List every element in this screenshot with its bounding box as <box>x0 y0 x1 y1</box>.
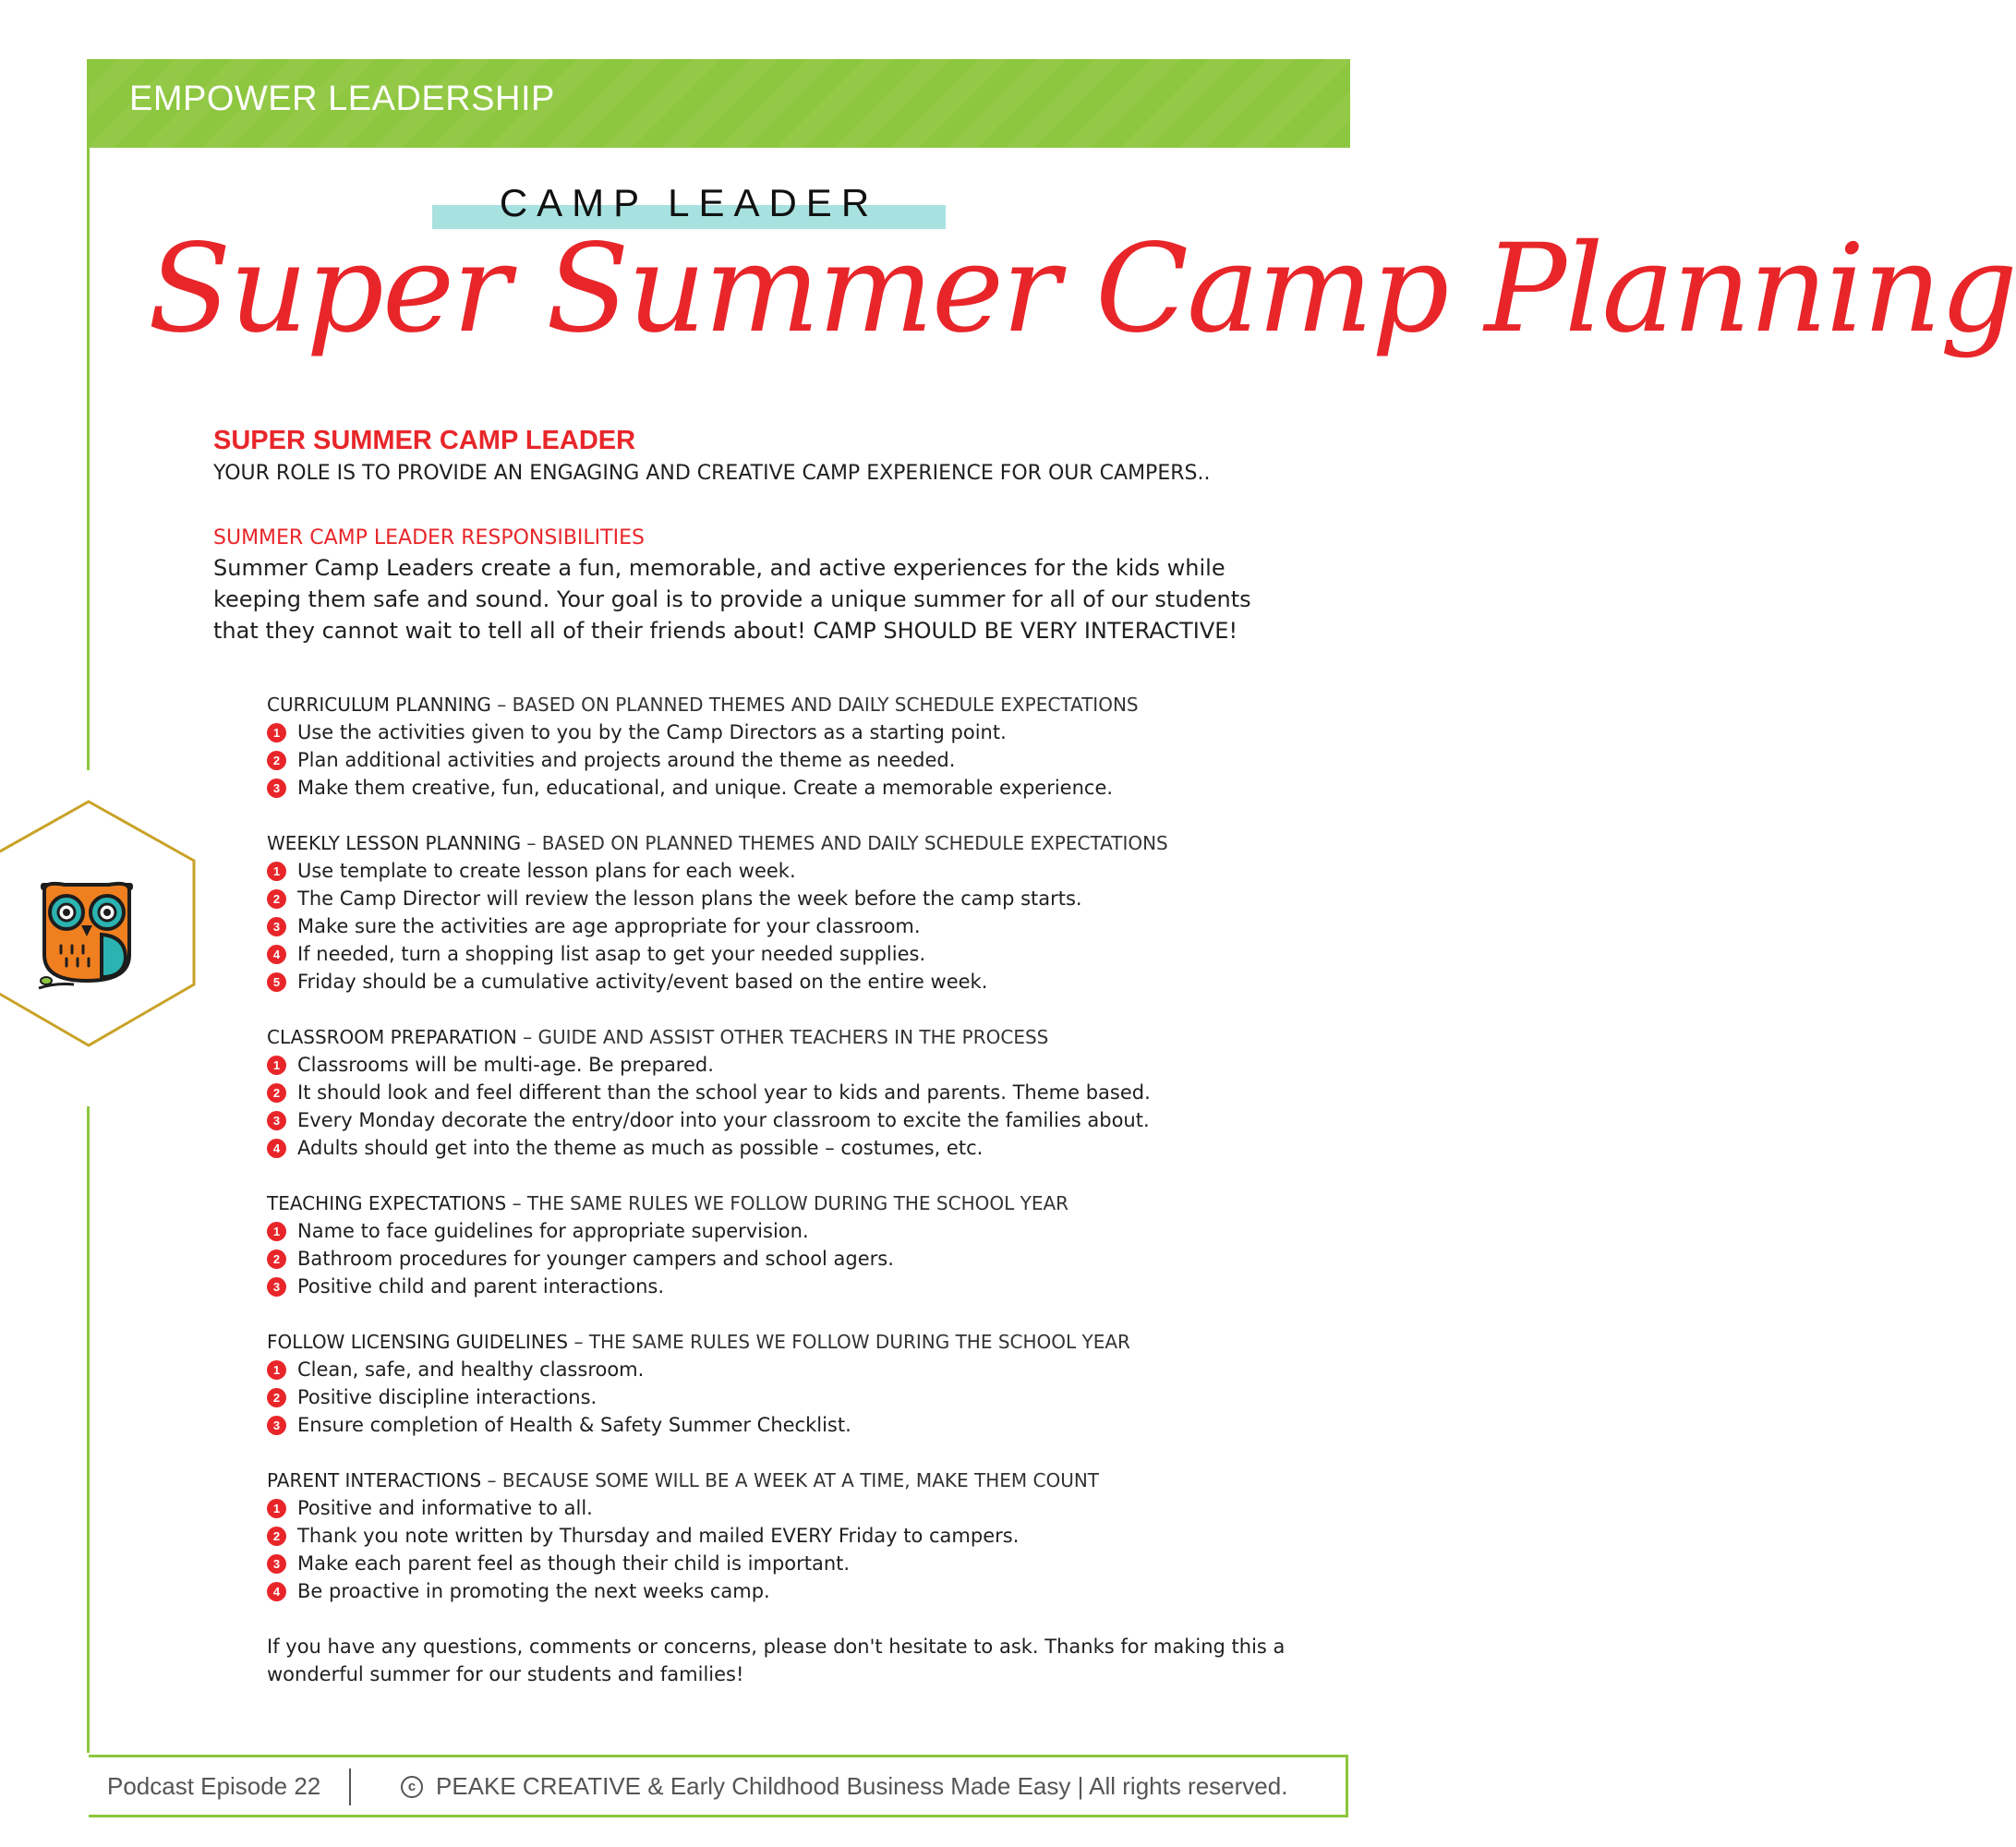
section-teaching-expectations <box>267 1189 1301 1300</box>
item-text: Plan additional activities and projects around the theme as needed. <box>297 749 956 771</box>
header-title: EMPOWER LEADERSHIP <box>129 79 555 118</box>
list-item <box>267 1079 1301 1106</box>
item-text: Bathroom procedures for younger campers and school agers. <box>297 1248 894 1270</box>
item-text: Clean, safe, and healthy classroom. <box>297 1358 645 1381</box>
list-item <box>267 1051 1301 1079</box>
section-subtitle: – THE SAME RULES WE FOLLOW DURING THE SCHOOL YEAR <box>506 1192 1069 1214</box>
section-title: PARENT INTERACTIONS <box>267 1469 482 1491</box>
number-badge: 2 <box>267 1249 286 1269</box>
number-badge: 3 <box>267 1554 286 1574</box>
item-text: The Camp Director will review the lesson plans the week before the camp starts. <box>297 887 1082 910</box>
footer-divider <box>349 1769 351 1805</box>
responsibilities-heading: SUMMER CAMP LEADER RESPONSIBILITIES <box>213 526 645 549</box>
responsibilities-text <box>213 552 1303 646</box>
list-item <box>267 1550 1301 1577</box>
section-heading <box>267 691 1301 718</box>
item-text: Positive and informative to all. <box>297 1497 593 1519</box>
section-title: CURRICULUM PLANNING <box>267 694 491 716</box>
list-item <box>267 1522 1301 1550</box>
section-heading <box>267 1189 1301 1217</box>
owl-icon <box>39 883 133 988</box>
section-title: WEEKLY LESSON PLANNING <box>267 832 522 854</box>
owl-hexagon-badge <box>0 800 196 1047</box>
item-text: Adults should get into the theme as much as possible – costumes, etc. <box>297 1137 984 1159</box>
section-curriculum-planning <box>267 691 1301 802</box>
section-title: TEACHING EXPECTATIONS <box>267 1192 507 1214</box>
footer <box>89 1755 1348 1817</box>
list-item <box>267 1577 1301 1605</box>
item-text: Make sure the activities are age appropriate for your classroom. <box>297 915 921 937</box>
list-item <box>267 940 1301 968</box>
number-badge: 2 <box>267 889 286 909</box>
list-item <box>267 885 1301 912</box>
number-badge: 2 <box>267 1083 286 1103</box>
list-item <box>267 746 1301 774</box>
list-item <box>267 1494 1301 1522</box>
header-band <box>89 59 1350 148</box>
section-subtitle: – BASED ON PLANNED THEMES AND DAILY SCHEDULE EXPECTATIONS <box>521 832 1168 854</box>
number-badge: 3 <box>267 1416 286 1435</box>
section-subtitle: – BASED ON PLANNED THEMES AND DAILY SCHEDULE EXPECTATIONS <box>490 694 1139 716</box>
list-item <box>267 774 1301 802</box>
number-badge: 4 <box>267 1582 286 1601</box>
closing-note: If you have any questions, comments or concerns, please don't hesitate to ask. Thanks for making this a wonderful summer for our students and families! <box>267 1636 1286 1685</box>
footer-episode: Podcast Episode 22 <box>107 1772 321 1800</box>
footer-copyright <box>401 1772 1287 1801</box>
section-heading <box>267 1467 1301 1494</box>
section-classroom-preparation <box>267 1023 1301 1162</box>
intro-content <box>213 425 1303 646</box>
number-badge: 1 <box>267 862 286 881</box>
item-text: Use template to create lesson plans for each week. <box>297 860 796 882</box>
number-badge: 3 <box>267 779 286 798</box>
item-text: It should look and feel different than the school year to kids and parents. Theme based. <box>297 1081 1151 1104</box>
number-badge: 3 <box>267 1277 286 1297</box>
role-text: YOUR ROLE IS TO PROVIDE AN ENGAGING AND CREATIVE CAMP EXPERIENCE FOR OUR CAMPERS.. <box>213 462 1211 485</box>
item-text: Classrooms will be multi-age. Be prepared. <box>297 1054 714 1076</box>
section-licensing-guidelines <box>267 1328 1301 1439</box>
section-subtitle: – THE SAME RULES WE FOLLOW DURING THE SCHOOL YEAR <box>568 1331 1130 1353</box>
number-badge: 2 <box>267 1527 286 1546</box>
number-badge: 1 <box>267 1499 286 1518</box>
list-item <box>267 1106 1301 1134</box>
section-subtitle: – GUIDE AND ASSIST OTHER TEACHERS IN THE PROCESS <box>516 1026 1049 1048</box>
section-heading <box>267 829 1301 857</box>
number-badge: 4 <box>267 1139 286 1158</box>
item-text: Be proactive in promoting the next weeks camp. <box>297 1580 770 1602</box>
item-text: Make each parent feel as though their child is important. <box>297 1552 851 1575</box>
list-item <box>267 1273 1301 1300</box>
list-item <box>267 968 1301 996</box>
number-badge: 5 <box>267 972 286 992</box>
item-text: Use the activities given to you by the Camp Directors as a starting point. <box>297 721 1007 743</box>
list-item <box>267 1217 1301 1245</box>
number-badge: 3 <box>267 1111 286 1130</box>
section-parent-interactions <box>267 1467 1301 1605</box>
role-heading: SUPER SUMMER CAMP LEADER <box>213 426 636 455</box>
number-badge: 2 <box>267 751 286 770</box>
item-text: Positive child and parent interactions. <box>297 1275 665 1298</box>
item-text: Name to face guidelines for appropriate supervision. <box>297 1220 809 1242</box>
list-item <box>267 912 1301 940</box>
item-text: Ensure completion of Health & Safety Summer Checklist. <box>297 1414 851 1436</box>
list-item <box>267 718 1301 746</box>
number-badge: 1 <box>267 1222 286 1241</box>
footer-copyright-text: PEAKE CREATIVE & Early Childhood Business Made Easy | All rights reserved. <box>436 1772 1288 1800</box>
item-text: Make them creative, fun, educational, and unique. Create a memorable experience. <box>297 777 1114 799</box>
frame-line-bottom <box>87 1106 90 1753</box>
list-item <box>267 1383 1301 1411</box>
responsibilities-body: Summer Camp Leaders create a fun, memorable, and active experiences for the kids while keeping them safe and sound. Your goal is to provide a unique summer for all of our students that they cannot wait to tell all of their friends about! <box>213 555 1251 644</box>
frame-line-top <box>87 59 90 770</box>
responsibilities-end: ! <box>1228 618 1238 644</box>
copyright-icon: c <box>401 1776 423 1798</box>
number-badge: 2 <box>267 1388 286 1407</box>
item-text: Positive discipline interactions. <box>297 1386 598 1408</box>
section-weekly-lesson-planning <box>267 829 1301 996</box>
number-badge: 3 <box>267 917 286 936</box>
sections-list <box>267 691 1301 1688</box>
item-text: If needed, turn a shopping list asap to get your needed supplies. <box>297 943 926 965</box>
list-item <box>267 1245 1301 1273</box>
number-badge: 4 <box>267 945 286 964</box>
item-text: Thank you note written by Thursday and mailed EVERY Friday to campers. <box>297 1525 1020 1547</box>
script-title: Super Summer Camp Planning <box>148 218 2016 360</box>
number-badge: 1 <box>267 723 286 742</box>
section-heading <box>267 1328 1301 1356</box>
responsibilities-emphasis: CAMP SHOULD BE VERY INTERACTIVE <box>813 618 1229 644</box>
section-title: CLASSROOM PREPARATION <box>267 1026 517 1048</box>
item-text: Every Monday decorate the entry/door into your classroom to excite the families about. <box>297 1109 1150 1131</box>
list-item <box>267 1411 1301 1439</box>
list-item <box>267 1356 1301 1383</box>
section-subtitle: – BECAUSE SOME WILL BE A WEEK AT A TIME, MAKE THEM COUNT <box>481 1469 1100 1491</box>
kicker-title: CAMP LEADER <box>499 181 879 224</box>
list-item <box>267 857 1301 885</box>
item-text: Friday should be a cumulative activity/event based on the entire week. <box>297 971 988 993</box>
number-badge: 1 <box>267 1056 286 1075</box>
section-title: FOLLOW LICENSING GUIDELINES <box>267 1331 569 1353</box>
list-item <box>267 1134 1301 1162</box>
number-badge: 1 <box>267 1360 286 1380</box>
section-heading <box>267 1023 1301 1051</box>
